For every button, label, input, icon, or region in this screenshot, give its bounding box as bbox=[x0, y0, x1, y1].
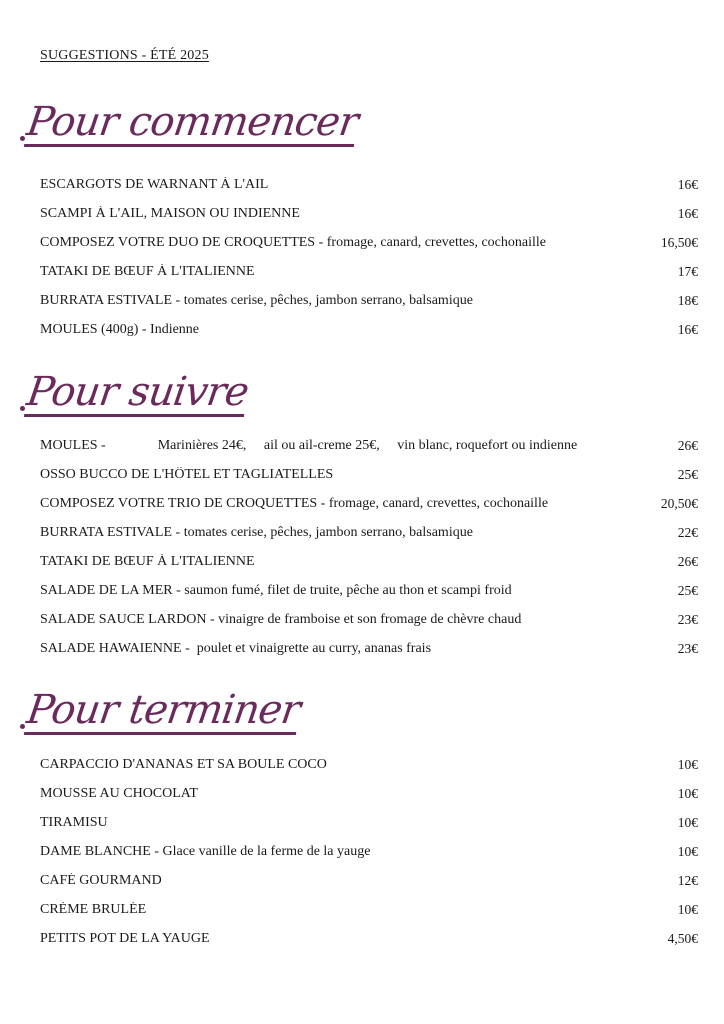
menu-item-name-wrap bbox=[40, 467, 678, 483]
menu-item bbox=[40, 866, 698, 895]
section-heading-text: Pour terminer bbox=[24, 687, 303, 733]
menu-item-price: 12€ bbox=[677, 872, 698, 888]
menu-item-price: 26€ bbox=[677, 553, 698, 569]
menu-item bbox=[40, 489, 698, 518]
section-heading-pour-terminer bbox=[20, 687, 303, 735]
menu-item bbox=[40, 895, 698, 924]
menu-item-name: CRÈME BRULÉE bbox=[40, 901, 147, 917]
menu-item-desc: - poulet et vinaigrette au curry, ananas frais bbox=[181, 640, 432, 656]
section-heading-pour-commencer bbox=[20, 99, 361, 147]
menu-item-price: 18€ bbox=[677, 292, 698, 308]
menu-item bbox=[40, 576, 698, 605]
menu-item-name: PETITS POT DE LA YAUGE bbox=[40, 930, 210, 946]
menu-item bbox=[40, 634, 698, 663]
menu-item-price: 10€ bbox=[677, 901, 698, 917]
menu-item-price: 17€ bbox=[677, 263, 698, 279]
menu-item-desc: - tomates cerise, pêches, jambon serrano, balsamique bbox=[172, 292, 473, 308]
menu-item-price: 16€ bbox=[677, 205, 698, 221]
page-title: SUGGESTIONS - ÉTÉ 2025 bbox=[40, 48, 209, 63]
menu-item-price: 16€ bbox=[677, 176, 698, 192]
menu-item bbox=[40, 257, 698, 286]
menu-item-name-wrap bbox=[40, 206, 678, 222]
menu-item-name-wrap bbox=[40, 554, 678, 570]
menu-item bbox=[40, 808, 698, 837]
menu-item-price: 10€ bbox=[677, 756, 698, 772]
menu-item-price: 16€ bbox=[677, 321, 698, 337]
menu-item bbox=[40, 779, 698, 808]
menu-item-desc: - saumon fumé, filet de truite, pêche au thon et scampi froid bbox=[172, 582, 512, 598]
section-items-pour-suivre bbox=[40, 431, 698, 663]
menu-item bbox=[40, 286, 698, 315]
menu-item-name-wrap bbox=[40, 612, 678, 628]
menu-item-name-wrap bbox=[40, 902, 678, 918]
menu-item-name-wrap bbox=[40, 873, 678, 889]
menu-item bbox=[40, 605, 698, 634]
menu-item bbox=[40, 199, 698, 228]
menu-item-name: DAME BLANCHE bbox=[40, 843, 151, 859]
menu-item-price: 25€ bbox=[677, 466, 698, 482]
menu-item-price: 10€ bbox=[677, 843, 698, 859]
menu-item-name: MOUSSE AU CHOCOLAT bbox=[40, 785, 198, 801]
menu-item-name-wrap bbox=[40, 322, 678, 338]
menu-item bbox=[40, 547, 698, 576]
menu-item-name-wrap bbox=[40, 438, 678, 454]
menu-item-name-wrap bbox=[40, 583, 678, 599]
menu-item-name: COMPOSEZ VOTRE TRIO DE CROQUETTES bbox=[40, 495, 318, 511]
menu-item-name-wrap bbox=[40, 931, 668, 947]
menu-item bbox=[40, 837, 698, 866]
menu-item bbox=[40, 315, 698, 344]
menu-item-desc: - fromage, canard, crevettes, cochonaille bbox=[317, 495, 549, 511]
menu-item-price: 22€ bbox=[677, 524, 698, 540]
menu-item-price: 26€ bbox=[677, 437, 698, 453]
menu-item-name-wrap bbox=[40, 525, 678, 541]
menu-item-name: CAFÉ GOURMAND bbox=[40, 872, 162, 888]
menu-item-name: SALADE DE LA MER bbox=[40, 582, 173, 598]
menu-item-price: 25€ bbox=[677, 582, 698, 598]
menu-item-name: MOULES - bbox=[40, 437, 106, 453]
menu-item-desc: - tomates cerise, pêches, jambon serrano, balsamique bbox=[172, 524, 473, 540]
menu-item-name: CARPACCIO D'ANANAS ET SA BOULE COCO bbox=[40, 756, 327, 772]
menu-item-name: TIRAMISU bbox=[40, 814, 108, 830]
menu-item-name: SALADE HAWAIENNE bbox=[40, 640, 182, 656]
menu-item-name: SALADE SAUCE LARDON bbox=[40, 611, 207, 627]
menu-item bbox=[40, 518, 698, 547]
menu-item-price: 4,50€ bbox=[667, 930, 698, 946]
menu-item bbox=[40, 170, 698, 199]
menu-item-name: BURRATA ESTIVALE bbox=[40, 292, 173, 308]
menu-item-desc: - Glace vanille de la ferme de la yauge bbox=[150, 843, 371, 859]
section-items-pour-terminer bbox=[40, 750, 698, 953]
menu-item-price: 23€ bbox=[677, 640, 698, 656]
menu-item-name-wrap bbox=[40, 235, 661, 251]
menu-item-name: TATAKI DE BŒUF À L'ITALIENNE bbox=[40, 553, 255, 569]
section-items-pour-commencer bbox=[40, 170, 698, 344]
menu-item-name-wrap bbox=[40, 293, 678, 309]
menu-item-name-wrap bbox=[40, 496, 661, 512]
menu-item bbox=[40, 924, 698, 953]
menu-item-name-wrap bbox=[40, 815, 678, 831]
menu-item-desc: - vinaigre de framboise et son fromage de chèvre chaud bbox=[206, 611, 522, 627]
menu-item-name: MOULES (400g) - Indienne bbox=[40, 321, 200, 337]
menu-item-name: COMPOSEZ VOTRE DUO DE CROQUETTES bbox=[40, 234, 316, 250]
menu-item-price: 10€ bbox=[677, 785, 698, 801]
menu-item-price: 20,50€ bbox=[660, 495, 698, 511]
menu-item-name-wrap bbox=[40, 844, 678, 860]
menu-item bbox=[40, 750, 698, 779]
menu-item-name: SCAMPI À L'AIL, MAISON OU INDIENNE bbox=[40, 205, 300, 221]
menu-item-desc: - fromage, canard, crevettes, cochonaille bbox=[315, 234, 546, 250]
menu-item-name-wrap bbox=[40, 264, 678, 280]
menu-item-price: 16,50€ bbox=[660, 234, 698, 250]
menu-item bbox=[40, 431, 698, 460]
menu-item-name: BURRATA ESTIVALE bbox=[40, 524, 173, 540]
section-heading-text: Pour suivre bbox=[24, 369, 252, 415]
menu-item-name-wrap bbox=[40, 177, 678, 193]
menu-item-name: TATAKI DE BŒUF À L'ITALIENNE bbox=[40, 263, 255, 279]
section-heading-pour-suivre bbox=[20, 369, 252, 417]
section-heading-text: Pour commencer bbox=[24, 99, 361, 145]
menu-item-price: 10€ bbox=[677, 814, 698, 830]
menu-item-name-wrap bbox=[40, 757, 678, 773]
menu-item-name: OSSO BUCCO DE L'HÔTEL ET TAGLIATELLES bbox=[40, 466, 334, 482]
menu-item-price: 23€ bbox=[677, 611, 698, 627]
menu-item-desc: Marinières 24€, ail ou ail-creme 25€, vin blanc, roquefort ou indienne bbox=[157, 437, 578, 453]
menu-item bbox=[40, 460, 698, 489]
menu-item-name-wrap bbox=[40, 641, 678, 657]
menu-item-name: ESCARGOTS DE WARNANT À L'AIL bbox=[40, 176, 269, 192]
menu-item bbox=[40, 228, 698, 257]
menu-item-name-wrap bbox=[40, 786, 678, 802]
